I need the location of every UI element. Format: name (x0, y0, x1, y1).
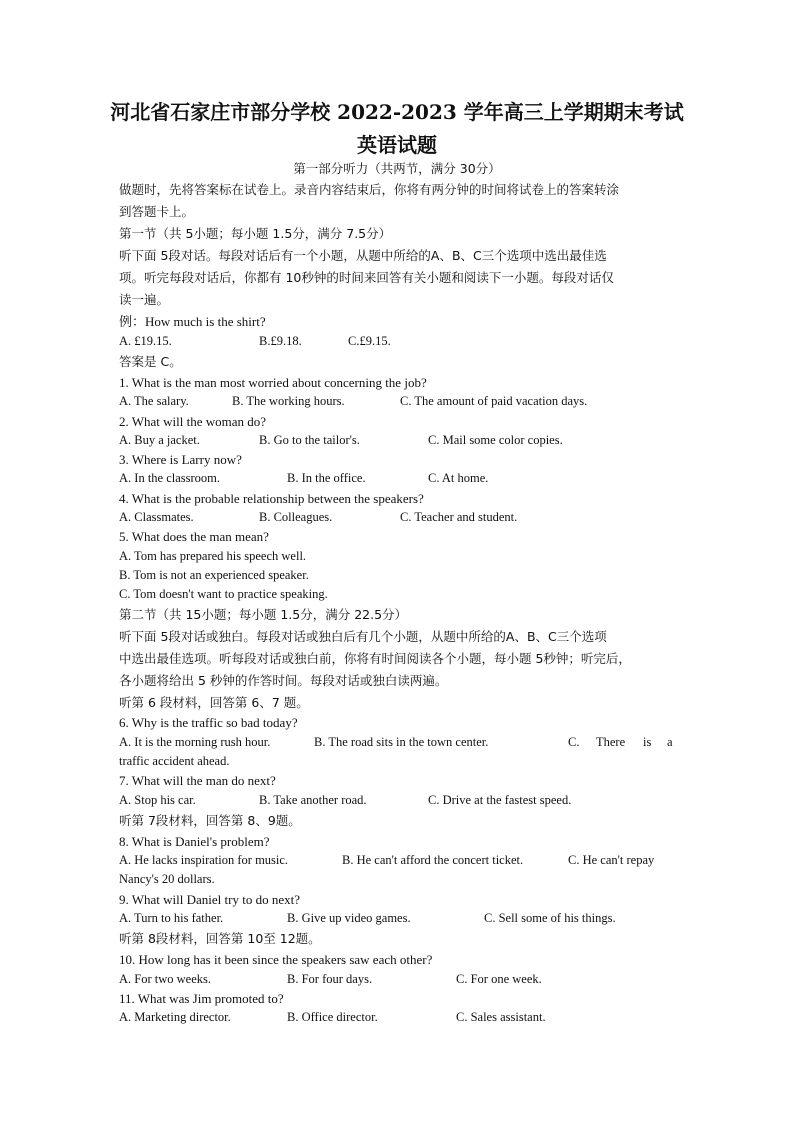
material-6-header: 听第 6 段材料，回答第 6、7 题。 (119, 695, 309, 710)
section1-instruction-line: 听下面 5段对话。每段对话后有一个小题，从题中所给的A、B、C三个选项中选出最佳选 (119, 248, 607, 263)
q3-option-c: C. At home. (428, 471, 489, 485)
q1-option-b: B. The working hours. (232, 394, 345, 408)
q8-option-c: C. He can't repay (568, 853, 655, 867)
q6-option-c-word: is (643, 735, 652, 749)
question-10: 10. How long has it been since the speakers saw each other? (119, 952, 433, 967)
section1-instruction-line: 读一遍。 (119, 292, 170, 307)
question-7: 7. What will the man do next? (119, 773, 276, 788)
q10-option-c: C. For one week. (456, 972, 542, 986)
q9-option-a: A. Turn to his father. (119, 911, 224, 925)
q3-option-b: B. In the office. (287, 471, 366, 485)
instruction-line: 到答题卡上。 (119, 204, 195, 219)
section2-header: 第二节（共 15小题；每小题 1.5分，满分 22.5分） (119, 607, 408, 622)
q4-option-a: A. Classmates. (119, 510, 194, 524)
section2-instruction-line: 各小题将给出 5 秒钟的作答时间。每段对话或独白读两遍。 (119, 673, 448, 688)
q6-option-c-word: a (667, 735, 673, 749)
q6-option-c-word: There (596, 735, 626, 749)
q6-option-a: A. It is the morning rush hour. (119, 735, 271, 749)
exam-subtitle: 英语试题 (357, 133, 437, 157)
q2-option-b: B. Go to the tailor's. (259, 433, 360, 447)
material-8-header: 听第 8段材料，回答第 10至 12题。 (119, 931, 321, 946)
q6-option-c-continuation: traffic accident ahead. (119, 754, 230, 768)
question-2: 2. What will the woman do? (119, 414, 267, 429)
material-7-header: 听第 7段材料，回答第 8、9题。 (119, 813, 301, 828)
exam-title: 河北省石家庄市部分学校 2022-2023 学年高三上学期期末考试 (110, 100, 684, 124)
section1-header: 第一节（共 5小题；每小题 1.5分，满分 7.5分） (119, 226, 392, 241)
instruction-line: 做题时，先将答案标在试卷上。录音内容结束后，你将有两分钟的时间将试卷上的答案转涂 (119, 182, 620, 197)
example-option-c: C.£9.15. (348, 334, 391, 348)
q10-option-a: A. For two weeks. (119, 972, 212, 986)
q2-option-a: A. Buy a jacket. (119, 433, 200, 447)
q11-option-a: A. Marketing director. (119, 1010, 231, 1024)
q8-option-c-continuation: Nancy's 20 dollars. (119, 872, 215, 886)
example-answer: 答案是 C。 (119, 354, 182, 369)
q7-option-b: B. Take another road. (259, 793, 367, 807)
q8-option-b: B. He can't afford the concert ticket. (342, 853, 524, 867)
q7-option-c: C. Drive at the fastest speed. (428, 793, 572, 807)
q4-option-b: B. Colleagues. (259, 510, 333, 524)
q1-option-a: A. The salary. (119, 394, 189, 408)
example-option-b: B.£9.18. (259, 334, 302, 348)
q4-option-c: C. Teacher and student. (400, 510, 518, 524)
section2-instruction-line: 听下面 5段对话或独白。每段对话或独白后有几个小题，从题中所给的A、B、C三个选项 (119, 629, 607, 644)
question-1: 1. What is the man most worried about concerning the job? (119, 375, 427, 390)
q3-option-a: A. In the classroom. (119, 471, 221, 485)
q9-option-c: C. Sell some of his things. (484, 911, 616, 925)
q5-option-c: C. Tom doesn't want to practice speaking. (119, 587, 328, 601)
q11-option-c: C. Sales assistant. (456, 1010, 546, 1024)
q6-option-b: B. The road sits in the town center. (314, 735, 489, 749)
q6-option-c-label: C. (568, 735, 580, 749)
q10-option-b: B. For four days. (287, 972, 373, 986)
example-option-a: A. £19.15. (119, 334, 172, 348)
question-5: 5. What does the man mean? (119, 529, 269, 544)
q5-option-b: B. Tom is not an experienced speaker. (119, 568, 309, 582)
question-8: 8. What is Daniel's problem? (119, 834, 270, 849)
q9-option-b: B. Give up video games. (287, 911, 411, 925)
question-3: 3. Where is Larry now? (119, 452, 242, 467)
part1-header: 第一部分听力（共两节，满分 30分） (293, 161, 501, 176)
question-9: 9. What will Daniel try to do next? (119, 892, 300, 907)
question-4: 4. What is the probable relationship between the speakers? (119, 491, 424, 506)
q1-option-c: C. The amount of paid vacation days. (400, 394, 588, 408)
q5-option-a: A. Tom has prepared his speech well. (119, 549, 307, 563)
section2-instruction-line: 中选出最佳选项。听每段对话或独白前，你将有时间阅读各个小题，每小题 5秒钟；听完后， (119, 651, 631, 666)
q7-option-a: A. Stop his car. (119, 793, 196, 807)
q8-option-a: A. He lacks inspiration for music. (119, 853, 289, 867)
question-6: 6. Why is the traffic so bad today? (119, 715, 298, 730)
example-question: 例：How much is the shirt? (119, 314, 266, 329)
question-11: 11. What was Jim promoted to? (119, 991, 284, 1006)
section1-instruction-line: 项。听完每段对话后，你都有 10秒钟的时间来回答有关小题和阅读下一小题。每段对话仅 (119, 270, 614, 285)
q11-option-b: B. Office director. (287, 1010, 378, 1024)
q2-option-c: C. Mail some color copies. (428, 433, 563, 447)
